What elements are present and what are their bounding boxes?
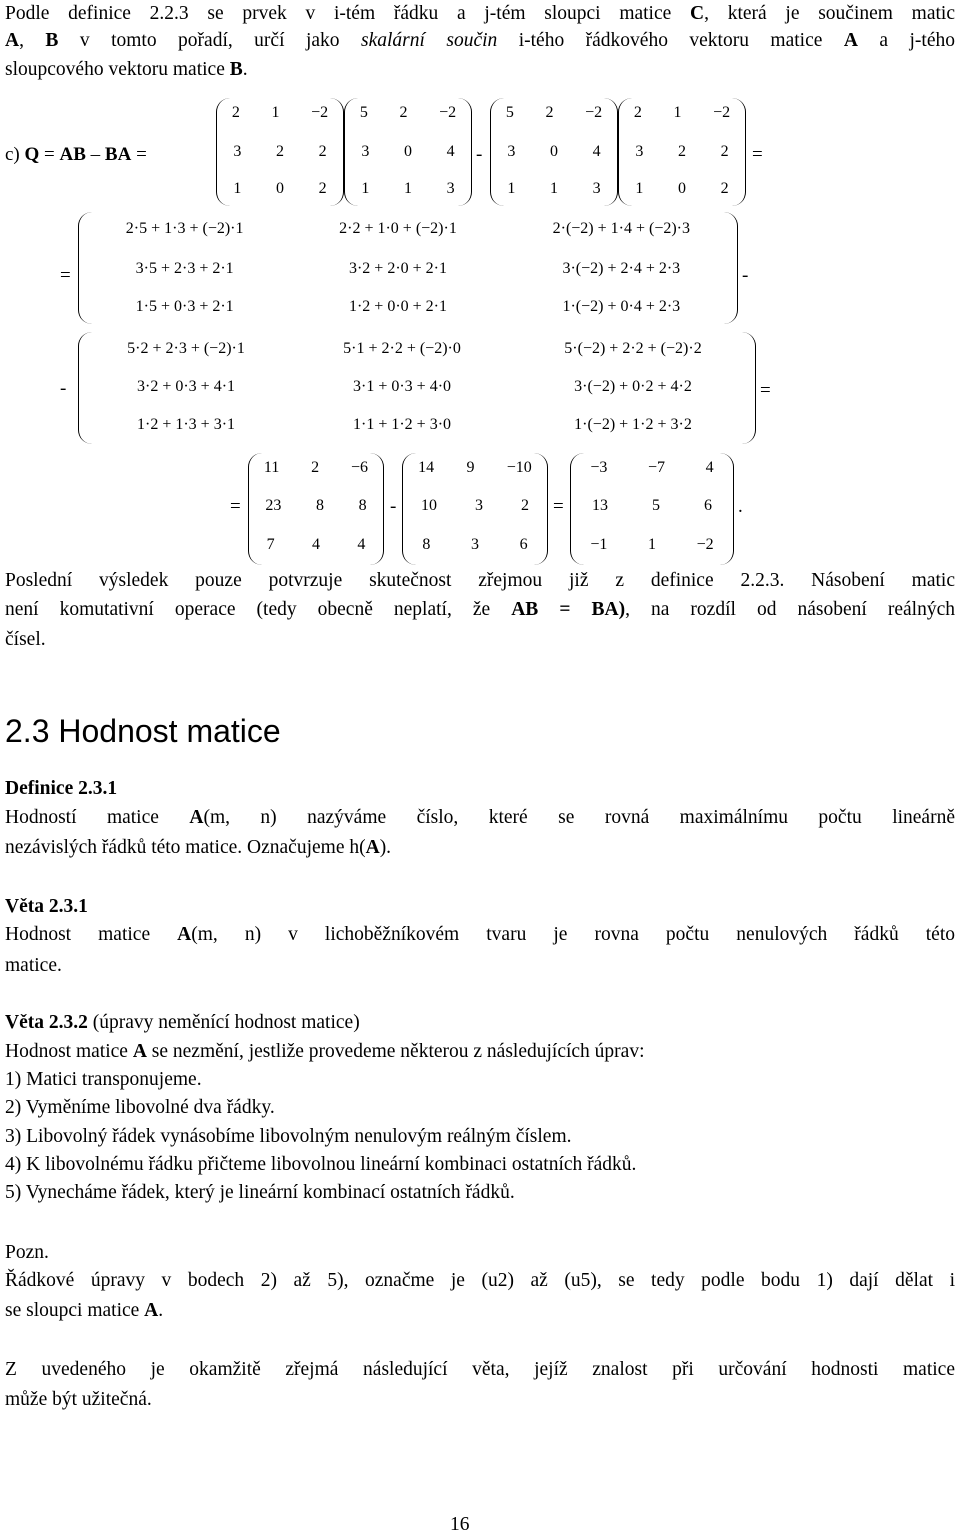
- operator: =: [131, 144, 147, 165]
- intro-line-3: [5, 58, 248, 82]
- matrix-symbol: BA: [104, 144, 132, 165]
- matrix-cell: 2: [231, 104, 240, 121]
- paragraph-text: .: [158, 1300, 164, 1321]
- paragraph-text: Z uvedeného je okamžitě zřejmá následující věta, jejíž znalost při určování hodnosti matice: [5, 1359, 955, 1380]
- matrix-result-Q: [570, 453, 734, 565]
- matrix-cell: 14: [418, 459, 435, 476]
- list-item: 2) Vyměníme libovolné dva řádky.: [5, 1097, 275, 1118]
- matrix-cell: 2: [318, 180, 327, 197]
- paragraph-text: se nezmění, jestliže provedeme některou z následujících úprav:: [146, 1041, 645, 1062]
- matrix-symbol: A: [177, 924, 192, 945]
- theorem-line-1: [5, 921, 955, 950]
- conclusion-line-2: [5, 596, 955, 625]
- matrix-cell: −1: [590, 536, 608, 553]
- matrix-cell: 3: [233, 143, 242, 160]
- operator: .: [738, 496, 743, 517]
- matrix-cell: 3·(−2) + 0·2 + 4·2: [574, 378, 692, 395]
- matrix-cell: 2·5 + 1·3 + (−2)·1: [125, 220, 244, 237]
- matrix-cell: −2: [713, 104, 731, 121]
- theorem-title: Věta 2.3.1: [5, 896, 88, 917]
- paragraph-text: Hodností matice: [5, 807, 190, 828]
- matrix-cell: 1: [361, 180, 370, 197]
- operator: -: [476, 144, 483, 165]
- intro-text: , která je součinem matic: [704, 3, 955, 24]
- matrix-cell: 8: [422, 536, 431, 553]
- matrix-cell: 2: [720, 143, 729, 160]
- matrix-symbol: A: [189, 807, 204, 828]
- note-line-1: [5, 1267, 955, 1296]
- matrix-cell: 8: [315, 497, 324, 514]
- theorem-2-title: [5, 1011, 360, 1035]
- matrix-cell: 2: [318, 143, 327, 160]
- intro-text: v tomto pořadí, určí jako: [58, 30, 361, 51]
- paragraph-text: (úpravy neměnící hodnost matice): [87, 1012, 360, 1033]
- matrix-cell: 1·1 + 1·2 + 3·0: [352, 416, 452, 433]
- intro-line-2: [5, 27, 955, 56]
- matrix-cell: 10: [421, 497, 437, 514]
- intro-text: Podle definice 2.2.3 se prvek v i-tém řádku a j-tém sloupci matice: [5, 3, 691, 24]
- matrix-cell: 3: [635, 143, 644, 160]
- matrix-cell: −2: [696, 536, 714, 553]
- definition-line-1: [5, 804, 955, 833]
- matrix-symbol: A: [365, 837, 380, 858]
- matrix-cell: 1: [549, 180, 558, 197]
- matrix-cell: 3: [592, 180, 601, 197]
- matrix-cell: 1: [271, 104, 280, 121]
- matrix-symbol: A: [144, 1300, 159, 1321]
- equation-label: [5, 144, 147, 166]
- matrix-cell: 1: [673, 104, 682, 121]
- definition-title: Definice 2.3.1: [5, 778, 118, 799]
- matrix-cell: 1: [233, 180, 242, 197]
- paragraph-text: Hodnost matice: [5, 924, 178, 945]
- matrix-cell: 3·2 + 2·0 + 2·1: [348, 260, 447, 277]
- equation-prefix: c): [5, 144, 25, 165]
- list-item: 5) Vynecháme řádek, který je lineární kombinací ostatních řádků.: [5, 1182, 515, 1203]
- matrix-cell: 3·5 + 2·3 + 2·1: [135, 260, 234, 277]
- matrix-cell: 7: [266, 536, 275, 553]
- paragraph-text: (m, n) nazýváme číslo, které se rovná maximálnímu počtu lineárně: [203, 807, 955, 828]
- theorem-title: Věta 2.3.2: [5, 1012, 88, 1033]
- section-heading: 2.3 Hodnost matice: [5, 713, 281, 749]
- matrix-cell: 3: [475, 497, 483, 514]
- paragraph-text: Řádkové úpravy v bodech 2) až 5), označme je (u2) až (u5), se tedy podle bodu 1) dají dělat i: [5, 1270, 955, 1291]
- matrix-cell: 3·(−2) + 2·4 + 2·3: [562, 260, 681, 277]
- matrix-cell: 3: [470, 536, 479, 553]
- matrix-cell: 5: [505, 104, 514, 121]
- italic-term: skalární součin: [360, 30, 498, 51]
- matrix-cell: 3: [361, 143, 370, 160]
- paragraph-text: Hodnost matice: [5, 1041, 133, 1062]
- paragraph-text: není komutativní operace (tedy obecně neplatí, že: [5, 599, 512, 620]
- matrix-cell: 5·2 + 2·3 + (−2)·1: [127, 340, 245, 357]
- intro-text: i-tého řádkového vektoru matice: [497, 30, 844, 51]
- matrix-cell: 1: [647, 536, 656, 553]
- matrix-symbol: A: [5, 30, 20, 51]
- matrix-cell: 2: [545, 104, 554, 121]
- matrix-cell: 1·(−2) + 1·2 + 3·2: [574, 416, 692, 433]
- intro-text: sloupcového vektoru matice: [5, 59, 230, 80]
- conclusion-line-3: čísel.: [5, 629, 46, 650]
- matrix-cell: −2: [585, 104, 603, 121]
- matrix-symbol: C: [690, 3, 705, 24]
- matrix-symbol: B: [45, 30, 59, 51]
- expanded-product-AB: [78, 212, 738, 324]
- matrix-cell: 3·1 + 0·3 + 4·0: [352, 378, 452, 395]
- matrix-cell: 4: [446, 143, 455, 160]
- matrix-cell: 13: [592, 497, 608, 514]
- intro-text: ,: [19, 30, 46, 51]
- matrix-cell: −7: [647, 459, 666, 476]
- matrix-cell: 4: [357, 536, 366, 553]
- closing-line-1: [5, 1356, 955, 1385]
- matrix-cell: 0: [549, 143, 558, 160]
- intro-text: a j-tého: [857, 30, 955, 51]
- operator: =: [760, 380, 771, 401]
- matrix-B-1: [344, 98, 472, 206]
- matrix-cell: 4: [311, 536, 320, 553]
- paragraph-text: se sloupci matice: [5, 1300, 145, 1321]
- matrix-cell: 0: [275, 180, 284, 197]
- matrix-cell: 2: [399, 104, 408, 121]
- matrix-cell: 2·2 + 1·0 + (−2)·1: [339, 220, 457, 237]
- expanded-product-BA: [78, 332, 756, 444]
- list-item: 4) K libovolnému řádku přičteme libovolnou lineární kombinaci ostatních řádků.: [5, 1154, 637, 1175]
- operator: =: [230, 496, 241, 517]
- definition-line-2: [5, 836, 391, 860]
- note-title: Pozn.: [5, 1242, 49, 1263]
- matrix-cell: 11: [263, 459, 280, 476]
- matrix-cell: −2: [311, 104, 329, 121]
- closing-line-2: může být užitečná.: [5, 1389, 152, 1410]
- operator: =: [752, 144, 763, 165]
- page-number: 16: [450, 1514, 470, 1535]
- matrix-B-2: [490, 98, 618, 206]
- operator: –: [85, 144, 105, 165]
- matrix-cell: 3·2 + 0·3 + 4·1: [136, 378, 236, 395]
- paragraph-text: Poslední výsledek pouze potvrzuje skutečnost zřejmou již z definice 2.2.3. Násobení matic: [5, 570, 955, 591]
- matrix-cell: 1: [635, 180, 644, 197]
- list-item: 3) Libovolný řádek vynásobíme libovolným nenulovým reálným číslem.: [5, 1126, 572, 1147]
- matrix-cell: 3: [446, 180, 455, 197]
- theorem-2-line-1: [5, 1040, 645, 1064]
- matrix-cell: 2: [633, 104, 642, 121]
- list-item: 1) Matici transponujeme.: [5, 1069, 202, 1090]
- matrix-cell: 2: [720, 180, 729, 197]
- matrix-cell: 1·2 + 0·0 + 2·1: [348, 298, 447, 315]
- operator: =: [39, 144, 60, 165]
- matrix-symbol: Q: [24, 144, 40, 165]
- matrix-cell: 1·(−2) + 0·4 + 2·3: [562, 298, 681, 315]
- matrix-cell: −2: [439, 104, 457, 121]
- paragraph-text: ).: [379, 837, 392, 858]
- matrix-cell: 8: [358, 497, 367, 514]
- matrix-cell: 0: [677, 180, 686, 197]
- matrix-cell: 2: [677, 143, 686, 160]
- matrix-cell: 4: [592, 143, 601, 160]
- matrix-cell: 1·2 + 1·3 + 3·1: [136, 416, 236, 433]
- matrix-cell: 5·1 + 2·2 + (−2)·0: [343, 340, 461, 357]
- matrix-result-BA: [402, 453, 548, 565]
- matrix-cell: 9: [466, 459, 475, 476]
- matrix-A-1: [216, 98, 344, 206]
- paragraph-text: , na rozdíl od násobení reálných: [625, 599, 955, 620]
- note-line-2: [5, 1299, 163, 1323]
- formula-text: AB = BA): [511, 599, 626, 620]
- matrix-cell: 5: [652, 497, 660, 514]
- matrix-cell: 2: [311, 459, 320, 476]
- matrix-symbol: A: [843, 30, 858, 51]
- matrix-cell: 1: [403, 180, 412, 197]
- paragraph-text: (m, n) v lichoběžníkovém tvaru je rovna počtu nenulových řádků této: [191, 924, 955, 945]
- matrix-cell: 2: [275, 143, 284, 160]
- operator: =: [553, 496, 564, 517]
- operator: -: [390, 496, 397, 517]
- conclusion-line-1: [5, 567, 955, 596]
- theorem-line-2: matice.: [5, 955, 62, 976]
- matrix-cell: −10: [506, 459, 532, 476]
- matrix-symbol: A: [132, 1041, 147, 1062]
- operator: -: [60, 378, 67, 399]
- matrix-A-2: [618, 98, 746, 206]
- matrix-cell: 4: [705, 459, 714, 476]
- matrix-cell: 1·5 + 0·3 + 2·1: [135, 298, 234, 315]
- matrix-cell: 6: [519, 536, 528, 553]
- matrix-cell: 1: [507, 180, 516, 197]
- matrix-cell: 2·(−2) + 1·4 + (−2)·3: [552, 220, 690, 237]
- intro-text: .: [242, 59, 248, 80]
- matrix-cell: 0: [403, 143, 412, 160]
- paragraph-text: nezávislých řádků této matice. Označujeme h(: [5, 837, 366, 858]
- matrix-cell: 3: [507, 143, 516, 160]
- operator: =: [60, 265, 71, 286]
- matrix-symbol: AB: [59, 144, 86, 165]
- matrix-symbol: B: [229, 59, 243, 80]
- matrix-result-AB: [248, 453, 384, 565]
- matrix-cell: 5·(−2) + 2·2 + (−2)·2: [564, 340, 702, 357]
- matrix-cell: −3: [590, 459, 608, 476]
- matrix-cell: 5: [359, 104, 368, 121]
- operator: -: [742, 265, 749, 286]
- matrix-cell: 6: [704, 497, 712, 514]
- intro-line-1: [5, 0, 955, 29]
- matrix-cell: 23: [265, 497, 282, 514]
- matrix-cell: 2: [521, 497, 529, 514]
- matrix-cell: −6: [351, 459, 369, 476]
